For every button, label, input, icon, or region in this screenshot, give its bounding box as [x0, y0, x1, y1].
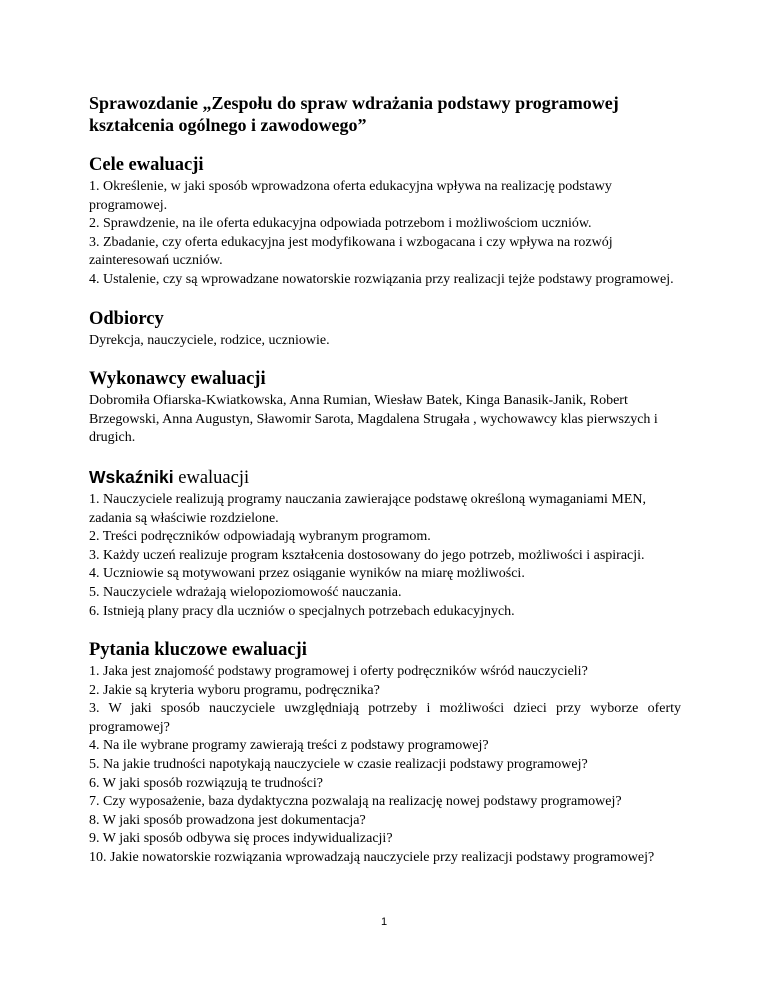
section-body-odbiorcy: Dyrekcja, nauczyciele, rodzice, uczniowie.	[89, 332, 330, 348]
list-item: 1. Nauczyciele realizują programy nauczania zawierające podstawę określoną wymaganiami MEN, zadania są właściwie rozdzielone.	[89, 491, 647, 526]
list-item: 6. W jaki sposób rozwiązują te trudności?	[89, 775, 323, 791]
list-item: 4. Uczniowie są motywowani przez osiąganie wyników na miarę możliwości.	[89, 566, 525, 582]
document-page	[89, 92, 681, 886]
list-item: 3. W jaki sposób nauczyciele uwzględniają potrzeby i możliwości dzieci przy wyborze oferty programowej?	[89, 701, 681, 735]
list-item: 5. Na jakie trudności napotykają nauczyciele w czasie realizacji podstawy programowej?	[89, 757, 588, 773]
list-item: 3. Zbadanie, czy oferta edukacyjna jest modyfikowana i wzbogacana i czy wpływa na rozwój zainteresowań uczniów.	[89, 234, 613, 269]
section-heading-wykonawcy: Wykonawcy ewaluacji	[89, 369, 266, 390]
list-item: 2. Jakie są kryteria wyboru programu, podręcznika?	[89, 682, 380, 698]
list-item: 4. Na ile wybrane programy zawierają treści z podstawy programowej?	[89, 738, 489, 754]
section-heading-wskazniki	[89, 466, 681, 489]
list-item: 3. Każdy uczeń realizuje program kształcenia dostosowany do jego potrzeb, możliwości i aspiracji.	[89, 547, 645, 563]
list-item: 2. Treści podręczników odpowiadają wybranym programom.	[89, 529, 431, 545]
list-item: 5. Nauczyciele wdrażają wielopoziomowość nauczania.	[89, 584, 402, 600]
list-item: 4. Ustalenie, czy są wprowadzane nowatorskie rozwiązania przy realizacji tejże podstawy programowej.	[89, 271, 674, 287]
list-item: 6. Istnieją plany pracy dla uczniów o specjalnych potrzebach edukacyjnych.	[89, 603, 515, 619]
list-item: 1. Określenie, w jaki sposób wprowadzona oferta edukacyjna wpływa na realizację podstawy programowej.	[89, 179, 612, 213]
list-item: 9. W jaki sposób odbywa się proces indywidualizacji?	[89, 831, 393, 847]
section-wykonawcy	[89, 368, 681, 448]
document-title-line-2: kształcenia ogólnego i zawodowego”	[89, 115, 367, 135]
list-item: 1. Jaka jest znajomość podstawy programowej i oferty podręczników wśród nauczycieli?	[89, 664, 588, 680]
section-body-pytania	[89, 663, 681, 868]
section-heading-odbiorcy: Odbiorcy	[89, 308, 164, 329]
list-item: 10. Jakie nowatorskie rozwiązania wprowadzają nauczyciele przy realizacji podstawy programowej?	[89, 850, 655, 866]
section-pytania	[89, 639, 681, 868]
section-body-cele	[89, 178, 681, 290]
section-odbiorcy	[89, 308, 681, 351]
section-heading-cele: Cele ewaluacji	[89, 155, 204, 175]
section-wskazniki	[89, 466, 681, 621]
section-body-wskazniki	[89, 491, 681, 621]
section-heading-wskazniki-word-2: ewaluacji	[178, 467, 250, 488]
section-heading-wskazniki-word-1: Wskaźniki	[89, 466, 174, 487]
list-item: 7. Czy wyposażenie, baza dydaktyczna pozwalają na realizację nowej podstawy programowej?	[89, 794, 622, 810]
list-item: 2. Sprawdzenie, na ile oferta edukacyjna odpowiada potrzebom i możliwościom uczniów.	[89, 216, 592, 232]
document-title	[89, 92, 681, 136]
list-item: 8. W jaki sposób prowadzona jest dokumentacja?	[89, 812, 366, 828]
document-title-line-1: Sprawozdanie „Zespołu do spraw wdrażania podstawy programowej	[89, 93, 619, 113]
section-cele	[89, 154, 681, 290]
section-body-wykonawcy: Dobromiła Ofiarska-Kwiatkowska, Anna Rumian, Wiesław Batek, Kinga Banasik-Janik, Robert Brzegowski, Anna Augustyn, Sławomir Sarota, Magdalena Strugała , wychowawcy klas pierwszych i drugich.	[89, 393, 658, 446]
section-heading-pytania: Pytania kluczowe ewaluacji	[89, 640, 307, 661]
page-number: 1	[380, 916, 388, 928]
